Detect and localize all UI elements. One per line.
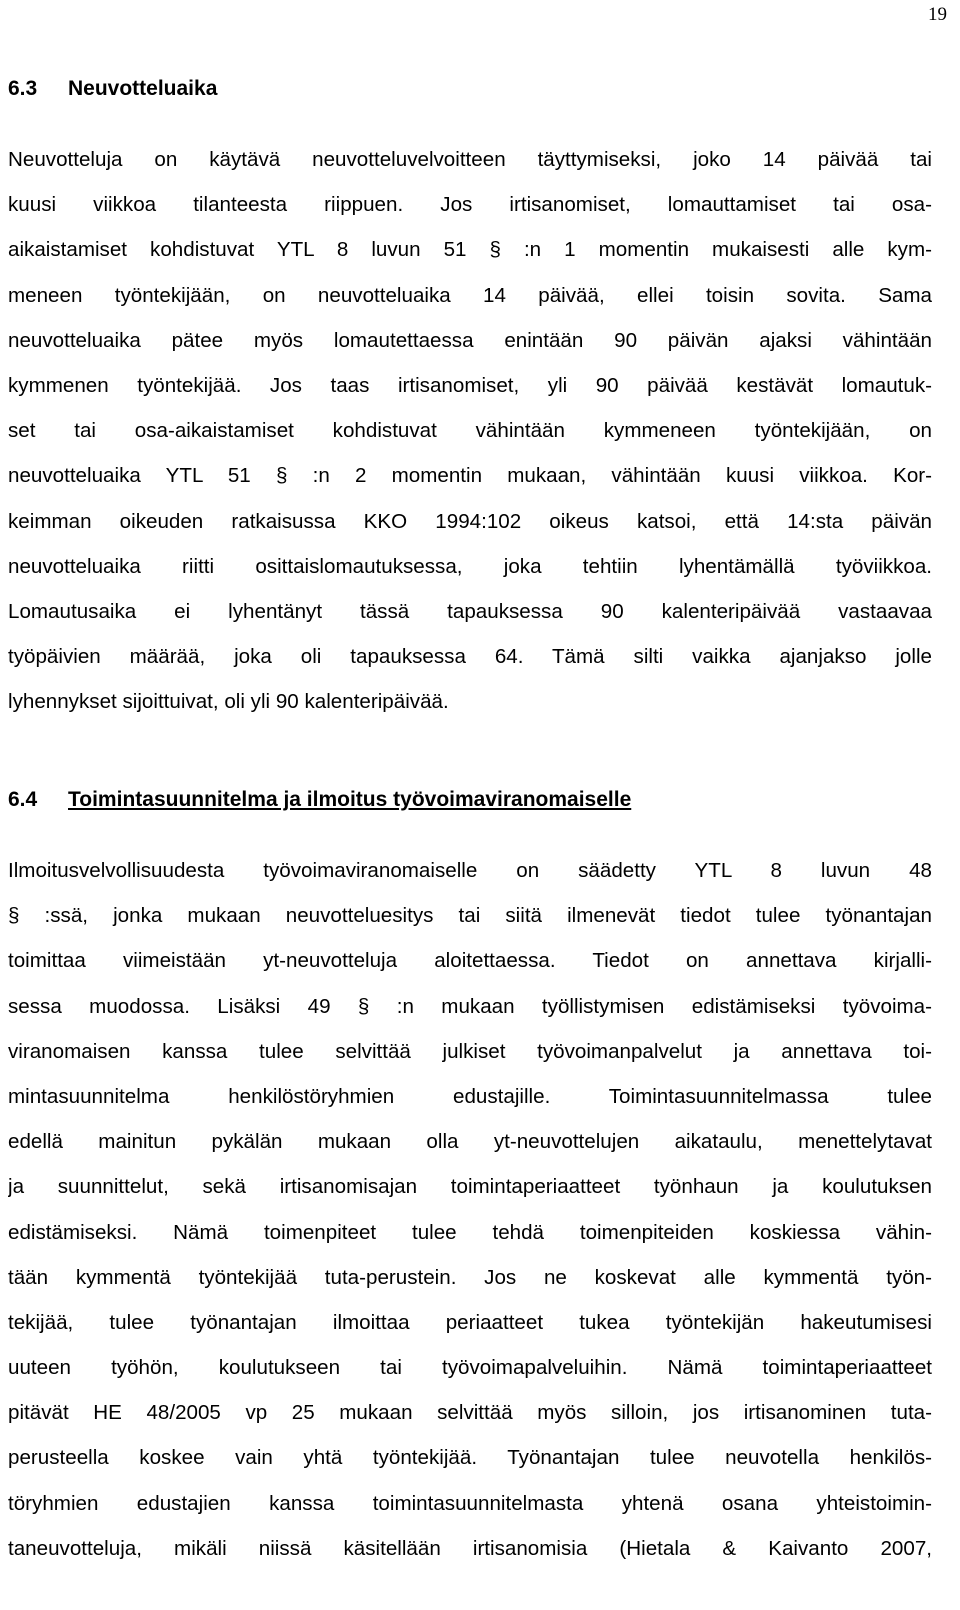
section-heading-6-4 xyxy=(8,787,631,813)
section-title: Neuvotteluaika xyxy=(68,77,218,100)
text-line: mintasuunnitelma henkilöstöryhmien edustajille. Toimintasuunnitelmassa tulee xyxy=(8,1084,932,1108)
text-line: keimman oikeuden ratkaisussa KKO 1994:102 oikeus katsoi, että 14:sta päivän xyxy=(8,509,932,533)
text-line: neuvotteluaika pätee myös lomautettaessa enintään 90 päivän ajaksi vähintään xyxy=(8,328,932,352)
section-title: Toimintasuunnitelma ja ilmoitus työvoimaviranomaiselle xyxy=(68,788,632,811)
text-line: ja suunnittelut, sekä irtisanomisajan toimintaperiaatteet työnhaun ja koulutuksen xyxy=(8,1175,932,1199)
text-line: työpäivien määrää, joka oli tapauksessa 64. Tämä silti vaikka ajanjakso jolle xyxy=(8,645,932,669)
text-line: Lomautusaika ei lyhentänyt tässä tapauksessa 90 kalenteripäivää vastaavaa xyxy=(8,599,932,623)
text-line: aikaistamiset kohdistuvat YTL 8 luvun 51 § :n 1 momentin mukaisesti alle kym- xyxy=(8,238,932,262)
text-line: tään kymmentä työntekijää tuta-perustein. Jos ne koskevat alle kymmentä työn- xyxy=(8,1265,932,1289)
text-line: kuusi viikkoa tilanteesta riippuen. Jos irtisanomiset, lomauttamiset tai osa- xyxy=(8,193,932,217)
text-line: perusteella koskee vain yhtä työntekijää. Työnantajan tulee neuvotella henkilös- xyxy=(8,1446,932,1470)
text-line: taneuvotteluja, mikäli niissä käsitellään irtisanomisia (Hietala & Kaivanto 2007, xyxy=(8,1536,932,1560)
text-line: Ilmoitusvelvollisuudesta työvoimaviranomaiselle on säädetty YTL 8 luvun 48 xyxy=(8,859,932,882)
text-line: viranomaisen kanssa tulee selvittää julkiset työvoimanpalvelut ja annettava toi- xyxy=(8,1039,932,1063)
text-line: Neuvotteluja on käytävä neuvotteluvelvoitteen täyttymiseksi, joko 14 päivää tai xyxy=(8,148,932,171)
text-line: edistämiseksi. Nämä toimenpiteet tulee tehdä toimenpiteiden koskiessa vähin- xyxy=(8,1220,932,1244)
text-line: edellä mainitun pykälän mukaan olla yt-neuvottelujen aikataulu, menettelytavat xyxy=(8,1130,932,1154)
section-heading-6-3 xyxy=(8,76,217,102)
text-line: lyhennykset sijoittuivat, oli yli 90 kalenteripäivää. xyxy=(8,690,449,714)
text-line: pitävät HE 48/2005 vp 25 mukaan selvittää myös silloin, jos irtisanominen tuta- xyxy=(8,1401,932,1425)
text-line: uuteen työhön, koulutukseen tai työvoimapalveluihin. Nämä toimintaperiaatteet xyxy=(8,1356,932,1380)
text-line: töryhmien edustajien kanssa toimintasuunnitelmasta yhtenä osana yhteistoimin- xyxy=(8,1491,932,1515)
text-line: § :ssä, jonka mukaan neuvotteluesitys tai siitä ilmenevät tiedot tulee työnantajan xyxy=(8,904,932,928)
section-number: 6.4 xyxy=(8,788,38,811)
text-line: set tai osa-aikaistamiset kohdistuvat vähintään kymmeneen työntekijään, on xyxy=(8,419,932,443)
text-line: sessa muodossa. Lisäksi 49 § :n mukaan työllistymisen edistämiseksi työvoima- xyxy=(8,994,932,1018)
text-line: neuvotteluaika YTL 51 § :n 2 momentin mukaan, vähintään kuusi viikkoa. Kor- xyxy=(8,464,932,488)
section-6-3-paragraph xyxy=(8,137,932,724)
section-number: 6.3 xyxy=(8,77,38,100)
text-line: kymmenen työntekijää. Jos taas irtisanomiset, yli 90 päivää kestävät lomautuk- xyxy=(8,373,932,397)
text-line: toimittaa viimeistään yt-neuvotteluja aloitettaessa. Tiedot on annettava kirjalli- xyxy=(8,949,932,973)
section-6-4-paragraph xyxy=(8,848,932,1571)
text-line: meneen työntekijään, on neuvotteluaika 14 päivää, ellei toisin sovita. Sama xyxy=(8,283,932,307)
page-number: 19 xyxy=(928,4,947,25)
text-line: neuvotteluaika riitti osittaislomautuksessa, joka tehtiin lyhentämällä työviikkoa. xyxy=(8,554,932,578)
text-line: tekijää, tulee työnantajan ilmoittaa periaatteet tukea työntekijän hakeutumisesi xyxy=(8,1310,932,1334)
